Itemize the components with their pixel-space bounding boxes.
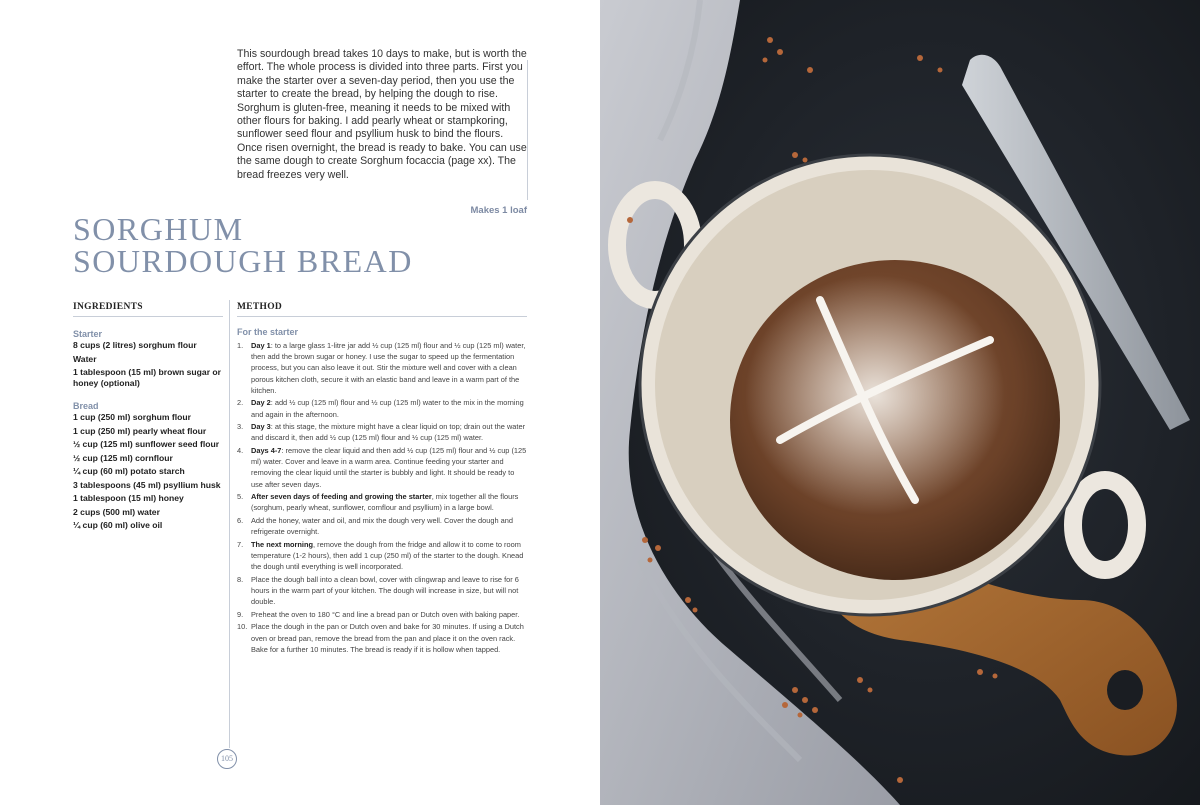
step-text: Add the honey, water and oil, and mix the dough very well. Cover the dough and refrigerate overnight. [251,516,513,537]
step-number: 9. [237,609,244,619]
method-step [237,445,527,490]
ingredient-item: 1 tablespoon (15 ml) brown sugar or honey (optional) [73,367,222,389]
method-step [237,574,527,608]
step-lead: Days 4-7 [251,446,282,455]
step-number: 3. [237,422,244,432]
step-number: 8. [237,574,244,584]
title-line-1: SORGHUM [73,211,244,247]
ingredient-item: 3 tablespoons (45 ml) psyllium husk [73,479,221,490]
step-text: : at this stage, the mixture might have a clear liquid on top; drain out the water and discard it, then add ½ cup (125 ml) flour and ½ cup (125 ml) water. [251,422,526,443]
method-step [237,491,527,513]
ingredients-list [73,329,223,533]
ingredients-heading: INGREDIENTS [73,302,143,312]
bread-photo-illustration [600,0,1200,805]
step-number: 7. [237,539,244,549]
bread-ingredients [73,411,223,533]
step-lead: After seven days of feeding and growing the starter [251,492,432,502]
column-divider [229,300,230,748]
method-step [237,421,527,443]
ingredient-item: 2 cups (500 ml) water [73,506,160,517]
page-number: 105 [217,749,237,769]
starter-label: Starter [73,329,103,339]
ingredient-item: ¼ cup (60 ml) potato starch [73,466,185,477]
ingredient-item: ½ cup (125 ml) cornflour [73,452,173,463]
step-lead: Day 3 [251,422,271,432]
method-heading-rule [237,316,527,317]
intro-divider [527,60,528,200]
ingredient-item: 1 cup (250 ml) pearly wheat flour [73,425,207,436]
step-number: 6. [237,516,244,525]
step-lead: Day 1 [251,341,271,350]
ingredients-heading-rule [73,316,223,317]
method-step [237,609,527,620]
step-number: 10. [237,622,248,632]
method-subheading: For the starter [237,327,299,337]
ingredient-item: Water [73,353,97,364]
starter-ingredients [73,339,223,389]
step-number: 4. [237,446,244,455]
method-step [237,397,527,419]
method-step [237,340,527,396]
method-step [237,515,527,537]
step-lead: The next morning [251,539,314,549]
step-text: : remove the clear liquid and then add ½ cup (125 ml) flour and ½ cup (125 ml) water. Cover and leave in a warm area. Continue feeding your starter and removing the clear liquid until the starter is bubbly and light. It should be ready to use after seven days. [251,446,527,489]
step-number: 1. [237,341,244,350]
recipe-title [73,213,413,277]
ingredient-item: 1 tablespoon (15 ml) honey [73,493,184,504]
makes-yield: Makes 1 loaf [470,205,527,216]
step-number: 5. [237,492,244,502]
ingredient-item: 1 cup (250 ml) sorghum flour [73,412,191,423]
method-step [237,621,527,655]
method-steps [237,340,527,655]
ingredient-item: ½ cup (125 ml) sunflower seed flour [73,439,220,450]
step-text: , mix together all the flours (sorghum, pearly wheat, sunflower, cornflour and psyllium) in a large bowl. [251,492,519,513]
method-section [237,327,527,656]
bread-photo [600,0,1200,805]
method-heading: METHOD [237,302,283,312]
step-text: Place the dough in the pan or Dutch oven and bake for 30 minutes. If using a Dutch oven or bread pan, remove the bread from the pan and place it on the oven rack. Bake for a further 10 minutes. The bread is ready if it is hollow when tapped. [251,622,524,654]
bread-label: Bread [73,401,99,412]
step-text: , remove the dough from the fridge and allow it to come to room temperature (1-2 hours), then add 1 cup (250 ml) of the starter to the dough. Knead the dough until everything is well incorporated. [251,539,524,572]
step-text: : to a large glass 1-litre jar add ½ cup (125 ml) flour and ½ cup (125 ml) water, then add the brown sugar or honey. I use the sugar to speed up the fermentation process, but you can also leave it out. Stir the mixture well and cover with a clean porous kitchen cloth, secure it with an elastic band and leave in a warm part of the kitchen. [251,341,526,395]
title-line-2: SOURDOUGH BREAD [73,243,413,279]
step-lead: Day 2 [251,398,271,408]
ingredient-item: 8 cups (2 litres) sorghum flour [73,340,197,350]
method-step [237,539,527,573]
intro-paragraph: This sourdough bread takes 10 days to make, but is worth the effort. The whole process is divided into three parts. First you make the starter over a seven-day period, then you use the starter to create the bread, by helping the dough to rise. Sorghum is gluten-free, meaning it needs to be mixed with other flours for baking. I add pearly wheat or stampkoring, sunflower seed flour and psyllium husk to bind the flours. Once risen overnight, the bread is ready to bake. You can use the same dough to create Sorghum focaccia (page xx). The bread freezes very well. [237,48,527,181]
step-text: Place the dough ball into a clean bowl, cover with clingwrap and leave to rise for 6 hours in the warm part of your kitchen. The dough will increase in size, but will not double. [251,574,519,607]
step-number: 2. [237,398,244,408]
step-text: Preheat the oven to 180 °C and line a bread pan or Dutch oven with baking paper. [251,609,520,619]
recipe-page [0,0,600,805]
board-handle-hole [1107,670,1143,710]
ingredient-item: ¼ cup (60 ml) olive oil [73,520,163,531]
step-text: : add ½ cup (125 ml) flour and ½ cup (125 ml) water to the mix in the morning and again in the afternoon. [251,398,524,419]
